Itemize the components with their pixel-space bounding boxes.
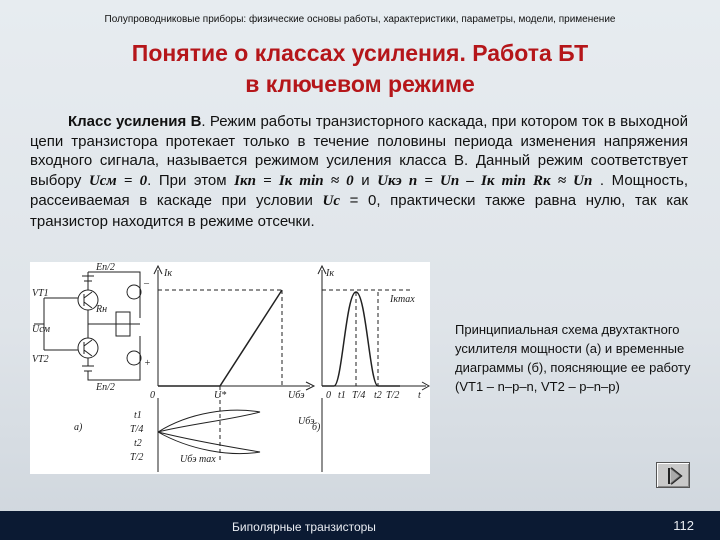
end-of-show-icon xyxy=(657,463,691,489)
label-left-t2: t2 xyxy=(134,438,142,449)
figure-drawing xyxy=(30,262,430,474)
body-text-2: . При этом xyxy=(147,171,235,189)
label-t-quarter: T/4 xyxy=(352,390,366,401)
label-ep-top: Eп/2 xyxy=(96,262,115,273)
formula-uc: Uс xyxy=(322,193,341,209)
body-text-5: = 0, практически также равна нулю, так как транзистор находится в режиме отсечки. xyxy=(30,192,688,230)
label-left-t1: t1 xyxy=(134,410,142,421)
label-ik: Iк xyxy=(164,268,173,279)
battery-top xyxy=(82,272,94,284)
source-bottom xyxy=(127,351,141,365)
label-ubemax: Uбэ max xyxy=(180,454,216,465)
footer-title: Биполярные транзисторы xyxy=(232,520,376,534)
formula-ucm: Uсм = 0 xyxy=(88,172,148,189)
body-text-3: и xyxy=(353,171,378,189)
class-b-term: Класс усиления B xyxy=(68,113,202,130)
label-plus: + xyxy=(144,358,151,369)
body-text-4: . Мощность, рассеиваемая в каскаде при условии xyxy=(30,171,688,209)
course-subtitle: Полупроводниковые приборы: физические основы работы, характеристики, параметры, модели, применение xyxy=(104,14,616,25)
slide-title-line-2: в ключевом режиме xyxy=(245,71,475,97)
body-paragraph xyxy=(30,112,688,231)
label-t-half: T/2 xyxy=(386,390,400,401)
label-minus: – xyxy=(144,278,149,289)
label-ube: Uбэ xyxy=(288,390,305,401)
vt2-terminals xyxy=(84,340,92,356)
formula-ikp: Iкп = Iк min ≈ 0 xyxy=(234,172,354,189)
label-left-t4: T/4 xyxy=(130,424,144,435)
transfer-curve xyxy=(158,290,282,386)
label-u-star: U* xyxy=(214,390,227,401)
end-of-show-button[interactable] xyxy=(656,462,690,488)
slide-title xyxy=(40,38,680,100)
label-panel-b: б) xyxy=(312,422,321,433)
source-top xyxy=(127,285,141,299)
label-origin: 0 xyxy=(150,390,155,401)
label-panel-a: а) xyxy=(74,422,83,433)
label-left-t-half: T/2 xyxy=(130,452,144,463)
circuit-and-timing-figure xyxy=(30,262,430,474)
vt1-terminals xyxy=(84,292,92,308)
ik-pulse xyxy=(322,292,400,386)
label-vt1: VT1 xyxy=(32,288,49,299)
page-number: 112 xyxy=(673,518,694,533)
vertical-guides xyxy=(220,290,282,462)
label-ik-right: Iк xyxy=(326,268,335,279)
figure-caption: Принципиальная схема двухтактного усилителя мощности (а) и временные диаграммы (б), поясняющие ее работу (VT1 – n–p–n, VT2 – p–n–p) xyxy=(455,322,691,394)
label-t0: 0 xyxy=(326,390,331,401)
label-ep-bottom: Eп/2 xyxy=(96,382,115,393)
transistor-vt1 xyxy=(78,290,98,310)
label-ube-right: Uбэ xyxy=(298,416,315,427)
formula-ukep: Uкэ п = Uп – Iк min Rк ≈ Uп xyxy=(377,172,593,189)
label-t-axis: t xyxy=(418,390,421,401)
label-ucm: Uсм xyxy=(32,324,51,335)
label-rn: Rн xyxy=(96,304,108,315)
label-t1: t1 xyxy=(338,390,346,401)
transistor-vt2 xyxy=(78,338,98,358)
label-vt2: VT2 xyxy=(32,354,49,365)
label-t2: t2 xyxy=(374,390,382,401)
slide-title-line-1: Понятие о классах усиления. Работа БТ xyxy=(131,40,589,66)
label-ikmax: Iкmax xyxy=(390,294,415,305)
ube-input-waveform-lower xyxy=(158,432,260,454)
body-text-1: . Режим работы транзисторного каскада, при котором ток в выходной цепи транзистора протекает только в течение половины периода изменения напряжения входного сигнала, называется режимом усиления класса B. Данный режим соответствует выбору xyxy=(30,113,688,189)
ube-input-waveform xyxy=(158,410,260,432)
